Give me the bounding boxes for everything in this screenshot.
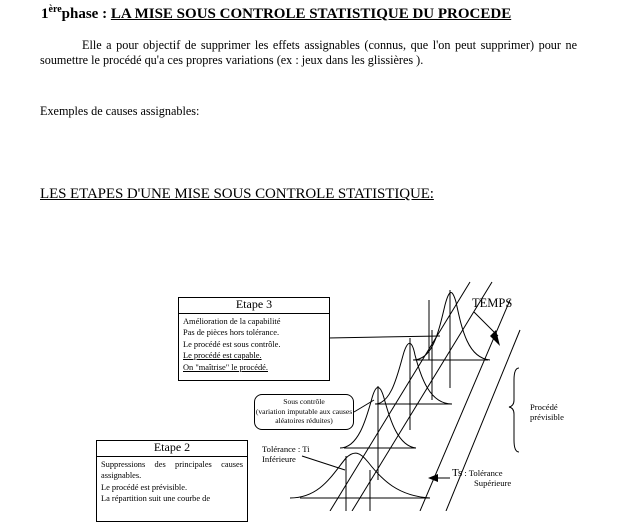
distribution-curve-bottom (290, 453, 430, 498)
intro-paragraph-text: Elle a pour objectif de supprimer les effets assignables (connus, que l'on peut supprimer) pour ne soumettre le procédé qu'a ces propres variations (ex : jeux dans les glissières ). (40, 38, 577, 67)
heading-title: LA MISE SOUS CONTROLE STATISTIQUE DU PROCEDE (110, 6, 512, 22)
brace-bracket (509, 368, 519, 452)
sous-controle-title: Sous contrôle (283, 397, 325, 406)
ts-prefix: Ts (452, 467, 463, 479)
sous-controle-desc: (variation imputable aux causes aléatoires réduites) (255, 406, 353, 425)
etape2-box (96, 440, 248, 522)
etape2-line: La répartition suit une courbe de (101, 494, 211, 503)
ts-line1: : Tolérance (462, 468, 503, 478)
etape2-line: Suppressions des principales causes assignables. (101, 459, 243, 480)
procede-line2: prévisible (530, 412, 564, 422)
etape3-line: Amélioration de la capabilité (183, 316, 281, 326)
ti-line2: Inférieure (262, 454, 296, 464)
ts-label (452, 468, 511, 488)
etape3-line: Pas de pièces hors tolérance. (183, 328, 280, 337)
etape2-title: Etape 2 (97, 441, 247, 457)
heading-word: phase : (61, 6, 111, 22)
etape3-title: Etape 3 (179, 298, 329, 314)
etape2-line: Le procédé est prévisible. (101, 482, 188, 492)
etape3-box (178, 297, 330, 381)
heading-superscript: ère (48, 4, 62, 15)
steps-title: LES ETAPES D'UNE MISE SOUS CONTROLE STATISTIQUE: (40, 186, 434, 202)
temps-label: TEMPS (472, 296, 513, 310)
procede-line1: Procédé (530, 402, 558, 412)
etape3-line: Le procédé est sous contrôle. (183, 339, 281, 349)
heading-number: 1 (41, 6, 49, 22)
ti-line1: Tolérance : Ti (262, 444, 310, 454)
examples-label: Exemples de causes assignables: (40, 104, 200, 118)
sous-controle-callout (254, 394, 354, 430)
procede-previsible-label (530, 402, 564, 422)
etape3-leader (328, 336, 440, 338)
ti-label (262, 444, 310, 464)
etape3-line: On "maîtrise" le procédé. (183, 362, 268, 372)
ts-line2: Supérieure (474, 478, 512, 488)
etape3-line: Le procédé est capable. (183, 351, 262, 360)
sous-controle-leader (354, 400, 374, 412)
